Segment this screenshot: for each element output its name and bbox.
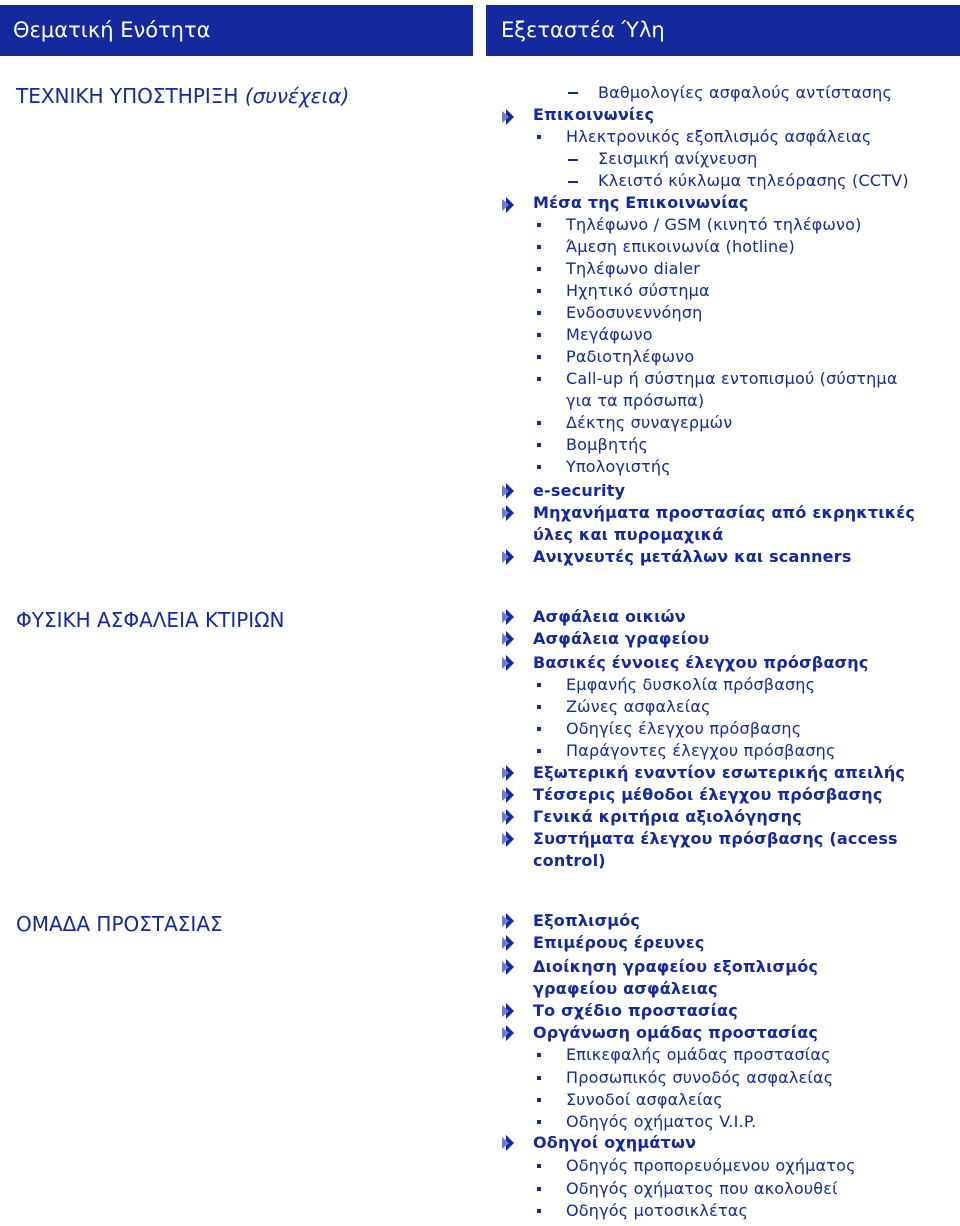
list-item: Μηχανήματα προστασίας από εκρηκτικές (533, 503, 916, 522)
square-marker (537, 289, 541, 293)
arrow-bullet-icon (502, 197, 514, 213)
list-item: Οδηγός μοτοσικλέτας (566, 1201, 749, 1220)
section-title-text: ΤΕΧΝΙΚΗ ΥΠΟΣΤΗΡΙΞΗ (16, 84, 239, 108)
list-item: Οργάνωση ομάδας προστασίας (533, 1023, 819, 1042)
list-item: Οδηγίες έλεγχου πρόσβασης (566, 719, 802, 738)
list-item-continuation: ύλες και πυρομαχικά (533, 525, 724, 544)
list-item: e-security (533, 481, 626, 500)
list-item: Οδηγός οχήματος V.I.P. (566, 1112, 757, 1131)
square-marker (537, 223, 541, 227)
square-marker (537, 1164, 541, 1168)
arrow-bullet-icon (502, 787, 514, 803)
arrow-bullet-icon (502, 505, 514, 521)
list-item: Ασφάλεια γραφείου (533, 629, 710, 648)
list-item: Βαθμολογίες ασφαλούς αντίστασης (598, 83, 893, 102)
section-title-suffix: (συνέχεια) (244, 84, 350, 108)
list-item: Υπολογιστής (566, 457, 671, 476)
list-item: Ηλεκτρονικός εξοπλισμός ασφάλειας (566, 127, 872, 146)
dash-marker (568, 92, 578, 94)
arrow-bullet-icon (502, 1025, 514, 1041)
list-item: Το σχέδιο προστασίας (533, 1001, 738, 1020)
arrow-bullet-icon (502, 609, 514, 625)
section-title-technical-support (16, 84, 349, 108)
arrow-bullet-icon (502, 765, 514, 781)
arrow-bullet-icon (502, 631, 514, 647)
section-title-physical-security: ΦΥΣΙΚΗ ΑΣΦΑΛΕΙΑ ΚΤΙΡΙΩΝ (16, 608, 285, 632)
list-item: Επικεφαλής ομάδας προστασίας (566, 1045, 831, 1064)
list-item: Προσωπικός συνοδός ασφαλείας (566, 1068, 834, 1087)
list-item: Οδηγοί οχημάτων (533, 1133, 697, 1152)
list-item: Οδηγός οχήματος που ακολουθεί (566, 1179, 838, 1198)
list-item: Συνοδοί ασφαλείας (566, 1090, 723, 1109)
square-marker (537, 749, 541, 753)
list-item-suffix: (access (829, 829, 898, 848)
list-item: Μέσα της Επικοινωνίας (533, 193, 749, 212)
list-item: Τέσσερις μέθοδοι έλεγχου πρόσβασης (533, 785, 883, 804)
arrow-bullet-icon (502, 913, 514, 929)
arrow-bullet-icon (502, 809, 514, 825)
list-item: Τηλέφωνο / GSM (κινητό τηλέφωνο) (566, 215, 862, 234)
square-marker (537, 267, 541, 271)
list-item: Ηχητικό σύστημα (566, 281, 710, 300)
list-item: Δέκτης συναγερμών (566, 413, 733, 432)
square-marker (537, 443, 541, 447)
square-marker (537, 1053, 541, 1057)
list-item-continuation: για τα πρόσωπα) (566, 391, 705, 410)
square-marker (537, 245, 541, 249)
list-item: Ανιχνευτές μετάλλων και scanners (533, 547, 852, 566)
list-item: Εξωτερική εναντίον εσωτερικής απειλής (533, 763, 906, 782)
square-marker (537, 1076, 541, 1080)
list-item: Βασικές έννοιες έλεγχου πρόσβασης (533, 653, 869, 672)
list-item: Εμφανής δυσκολία πρόσβασης (566, 675, 816, 694)
list-item: Ενδοσυνεννόηση (566, 303, 703, 322)
list-item-text: Συστήματα έλεγχου πρόσβασης (533, 829, 824, 848)
arrow-bullet-icon (502, 959, 514, 975)
list-item: Call-up ή σύστημα εντοπισμού (σύστημα (566, 369, 898, 388)
dash-marker (568, 159, 578, 161)
list-item (533, 828, 898, 850)
square-marker (537, 377, 541, 381)
arrow-bullet-icon (502, 655, 514, 671)
list-item-continuation: γραφείου ασφάλειας (533, 979, 718, 998)
square-marker (537, 465, 541, 469)
arrow-bullet-icon (502, 549, 514, 565)
list-item-continuation: control) (533, 851, 606, 870)
list-item: Γενικά κριτήρια αξιολόγησης (533, 807, 802, 826)
square-marker (537, 705, 541, 709)
section-title-protection-team: ΟΜΑΔΑ ΠΡΟΣΤΑΣΙΑΣ (16, 912, 223, 936)
list-item: Διοίκηση γραφείου εξοπλισμός (533, 957, 819, 976)
list-item: Βομβητής (566, 435, 649, 454)
arrow-bullet-icon (502, 483, 514, 499)
square-marker (537, 683, 541, 687)
list-item: Οδηγός προπορευόμενου οχήματος (566, 1156, 856, 1175)
list-item: Σεισμική ανίχνευση (598, 149, 758, 168)
arrow-bullet-icon (502, 109, 514, 125)
dash-marker (568, 181, 578, 183)
square-marker (537, 1120, 541, 1124)
arrow-bullet-icon (502, 1135, 514, 1151)
square-marker (537, 333, 541, 337)
square-marker (537, 1209, 541, 1213)
header-syllabus: Εξεταστέα Ύλη (486, 5, 960, 56)
list-item: Ραδιοτηλέφωνο (566, 347, 695, 366)
square-marker (537, 727, 541, 731)
square-marker (537, 135, 541, 139)
header-topic: Θεματική Ενότητα (0, 5, 473, 56)
square-marker (537, 355, 541, 359)
list-item: Παράγοντες έλεγχου πρόσβασης (566, 741, 836, 760)
arrow-bullet-icon (502, 1003, 514, 1019)
arrow-bullet-icon (502, 831, 514, 847)
list-item: Τηλέφωνο dialer (566, 259, 701, 278)
list-item: Ζώνες ασφαλείας (566, 697, 711, 716)
square-marker (537, 1098, 541, 1102)
list-item: Εξοπλισμός (533, 911, 641, 930)
list-item: Μεγάφωνο (566, 325, 653, 344)
list-item: Κλειστό κύκλωμα τηλεόρασης (CCTV) (598, 171, 909, 190)
list-item: Άμεση επικοινωνία (hotline) (566, 237, 795, 256)
square-marker (537, 1187, 541, 1191)
arrow-bullet-icon (502, 935, 514, 951)
square-marker (537, 421, 541, 425)
list-item: Επικοινωνίες (533, 105, 655, 124)
square-marker (537, 311, 541, 315)
list-item: Ασφάλεια οικιών (533, 607, 686, 626)
list-item: Επιμέρους έρευνες (533, 933, 705, 952)
